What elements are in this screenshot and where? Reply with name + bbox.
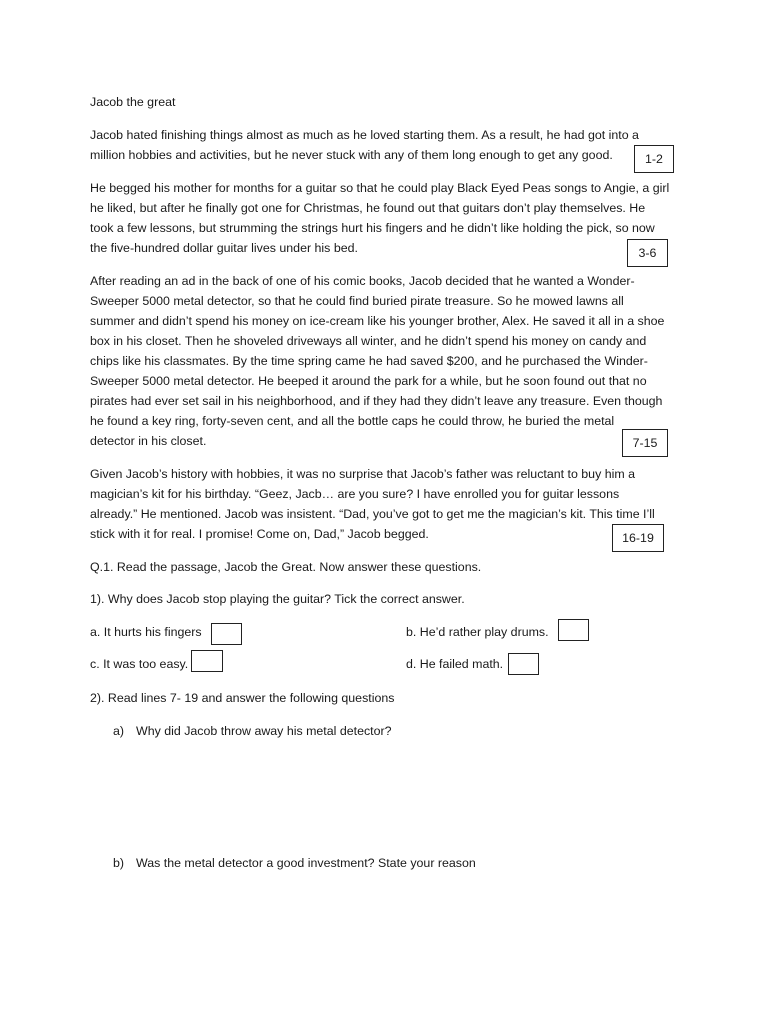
passage-line: He begged his mother for months for a guitar so that he could play Black Eyed Peas songs to Angie, a girl xyxy=(90,181,670,195)
passage-line: summer and didn’t spend his money on ice-cream like his younger brother, Alex. He saved it all in a shoe xyxy=(90,314,665,328)
subquestion-b-marker: b) xyxy=(113,856,125,870)
line-ref-box: 7-15 xyxy=(622,429,668,457)
option-d-label: d. He failed math. xyxy=(406,657,504,671)
option-c-label: c. It was too easy. xyxy=(90,657,189,671)
question-2-prompt: 2). Read lines 7- 19 and answer the following questions xyxy=(90,691,395,705)
passage-line: magician’s kit for his birthday. “Geez, Jacb… are you sure? I have enrolled you for guitar lessons xyxy=(90,487,620,501)
passage-line: detector in his closet. xyxy=(90,434,207,448)
passage-line: box in his closet. Then he shoveled driveways all winter, and he didn’t spend his money on candy and xyxy=(90,334,647,348)
passage-line: Sweeper 5000 metal detector, so that he could find buried pirate treasure. So he mowed lawns all xyxy=(90,294,624,308)
passage-line: Given Jacob’s history with hobbies, it was no surprise that Jacob’s father was reluctant to buy him a xyxy=(90,467,636,481)
passage-line: the five-hundred dollar guitar lives under his bed. xyxy=(90,241,358,255)
line-ref-box: 16-19 xyxy=(612,524,664,552)
subquestion-a-marker: a) xyxy=(113,724,125,738)
passage-line: stick with it for real. I promise! Come on, Dad,” Jacob begged. xyxy=(90,527,429,541)
passage-line: took a few lessons, but strumming the strings hurt his fingers and he didn’t like holding the pick, so now xyxy=(90,221,655,235)
option-b-checkbox[interactable] xyxy=(558,619,589,641)
passage-line: After reading an ad in the back of one of his comic books, Jacob decided that he wanted a Wonder- xyxy=(90,274,635,288)
passage-title: Jacob the great xyxy=(90,95,176,109)
option-c-checkbox[interactable] xyxy=(191,650,223,672)
passage-line: he liked, but after he finally got one for Christmas, he found out that guitars don’t play themselves. He xyxy=(90,201,646,215)
line-ref-box: 1-2 xyxy=(634,145,674,173)
passage-line: chips like his classmates. By the time spring came he had saved $200, and he purchased the Winder- xyxy=(90,354,648,368)
question-1-prompt: 1). Why does Jacob stop playing the guitar? Tick the correct answer. xyxy=(90,592,465,606)
passage-line: million hobbies and activities, but he never stuck with any of them long enough to get any good. xyxy=(90,148,613,162)
line-ref-box: 3-6 xyxy=(627,239,668,267)
passage-line: pirates had ever set sail in his neighborhood, and if they had they didn’t leave any treasure. Even though xyxy=(90,394,663,408)
subquestion-a-text: Why did Jacob throw away his metal detector? xyxy=(136,724,392,738)
option-b-label: b. He’d rather play drums. xyxy=(406,625,549,639)
option-d-checkbox[interactable] xyxy=(508,653,539,675)
passage-line: Jacob hated finishing things almost as much as he loved starting them. As a result, he had got into a xyxy=(90,128,639,142)
question-intro: Q.1. Read the passage, Jacob the Great. Now answer these questions. xyxy=(90,560,482,574)
passage-line: already.” He mentioned. Jacob was insistent. “Dad, you’ve got to get me the magician’s kit. This time I’ll xyxy=(90,507,655,521)
subquestion-b-text: Was the metal detector a good investment? State your reason xyxy=(136,856,476,870)
passage-line: he found a key ring, forty-seven cent, and all the bottle caps he could throw, he buried the metal xyxy=(90,414,615,428)
option-a-label: a. It hurts his fingers xyxy=(90,625,202,639)
passage-line: Sweeper 5000 metal detector. He beeped it around the park for a while, but he soon found out that no xyxy=(90,374,647,388)
option-a-checkbox[interactable] xyxy=(211,623,242,645)
